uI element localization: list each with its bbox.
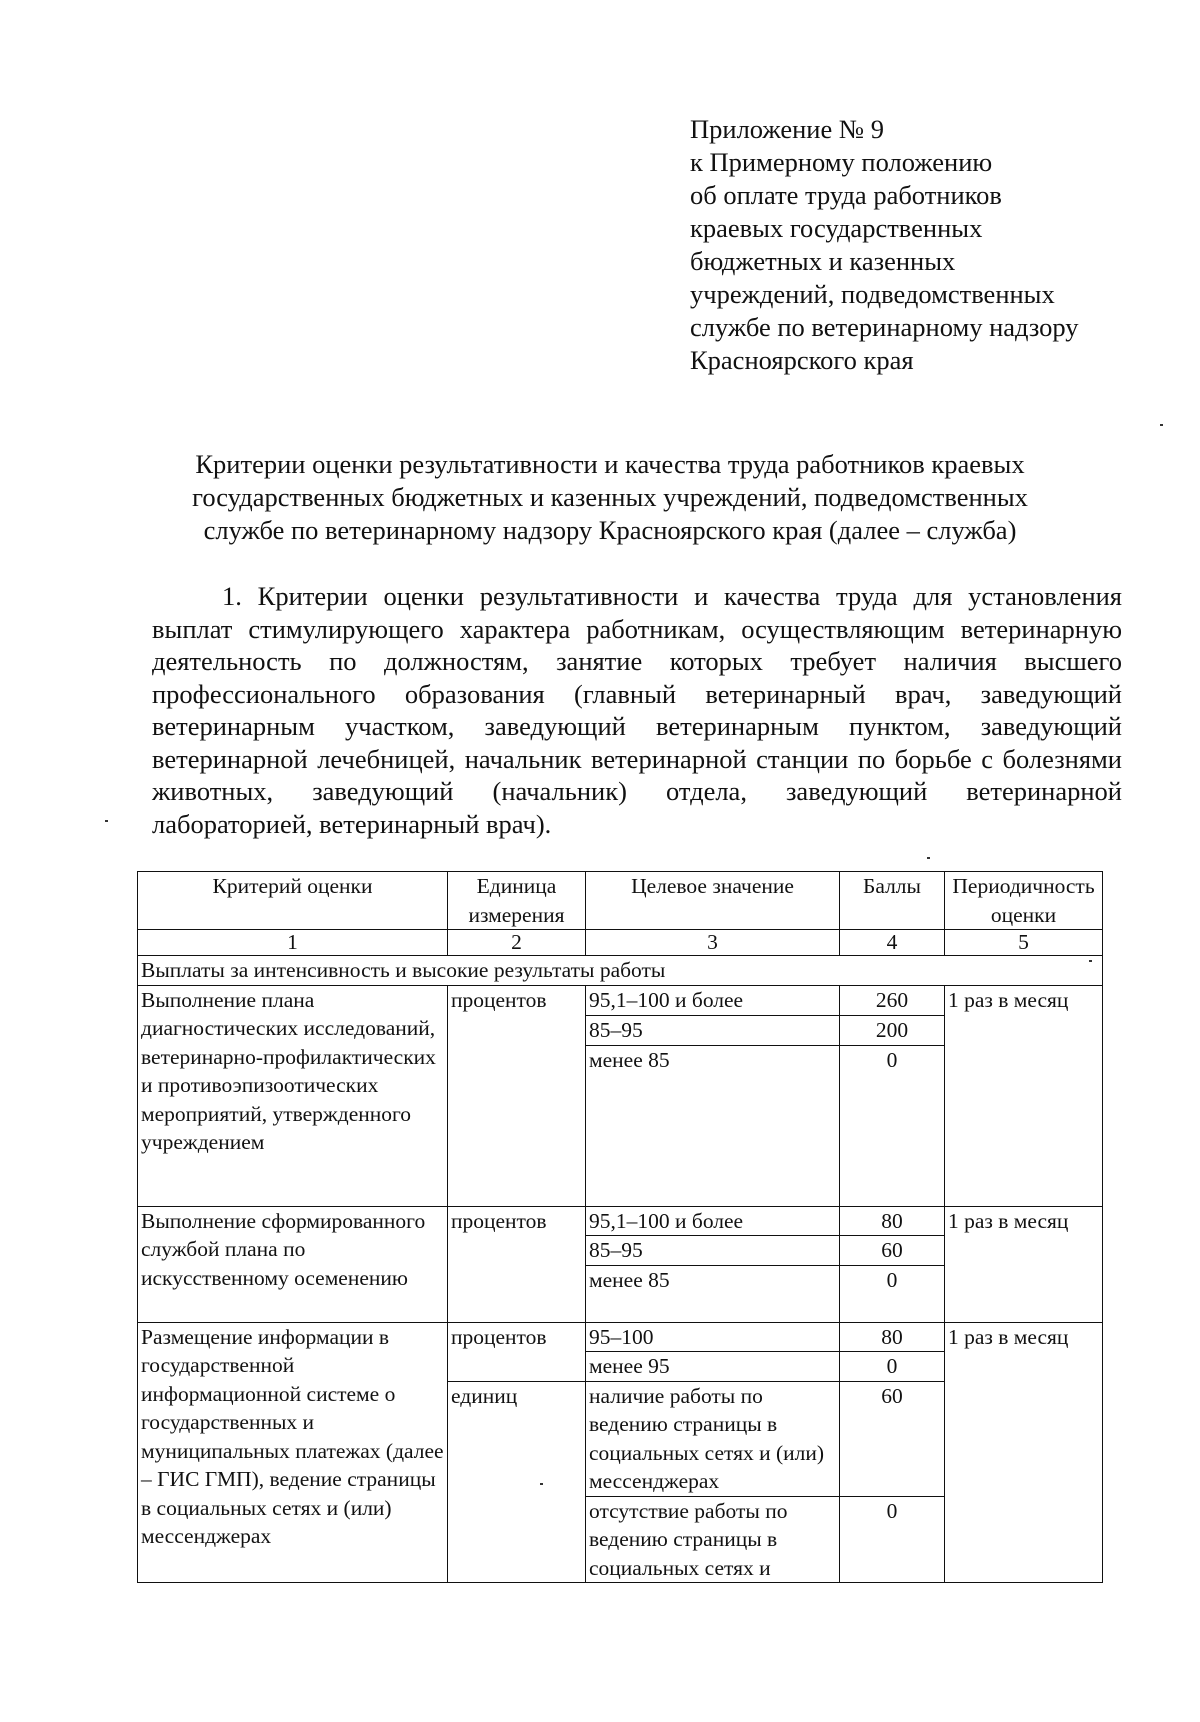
points-cell: 0: [840, 1265, 945, 1322]
period-cell: 1 раз в месяц: [945, 1322, 1103, 1583]
header-target: Целевое значение: [586, 872, 840, 930]
header-criterion: Критерий оценки: [138, 872, 448, 930]
criteria-table: [137, 871, 1103, 1583]
unit-cell: единиц: [448, 1381, 586, 1583]
points-cell: 80: [840, 1206, 945, 1236]
criterion-cell: Выполнение плана диагностических исследований, ветеринарно-профилактических и противоэпизоотических мероприятий, утвержденного учреждением: [138, 985, 448, 1206]
target-cell: менее 95: [586, 1352, 840, 1382]
column-number-row: [138, 930, 1103, 956]
annex-line: Приложение № 9: [690, 114, 885, 144]
title-line: государственных бюджетных и казенных учреждений, подведомственных: [192, 482, 1028, 512]
target-cell: менее 85: [586, 1265, 840, 1322]
points-cell: 0: [840, 1352, 945, 1382]
points-cell: 80: [840, 1322, 945, 1352]
target-cell: менее 85: [586, 1045, 840, 1206]
column-number: 4: [840, 930, 945, 956]
points-cell: 0: [840, 1045, 945, 1206]
points-cell: 200: [840, 1015, 945, 1045]
target-cell: 85–95: [586, 1015, 840, 1045]
header-period: Периодичность оценки: [945, 872, 1103, 930]
section-row: [138, 956, 1103, 986]
target-cell: 95,1–100 и более: [586, 1206, 840, 1236]
table-row: [138, 1322, 1103, 1352]
unit-cell: процентов: [448, 1322, 586, 1381]
criterion-cell: Размещение информации в государственной информационной системе о государственных и муниципальных платежах (далее – ГИС ГМП), ведение страницы в социальных сетях и (или) мессенджерах: [138, 1322, 448, 1583]
annex-line: краевых государственных: [690, 213, 983, 243]
header-unit: Единица измерения: [448, 872, 586, 930]
paragraph-1: 1. Критерии оценки результативности и качества труда для установления выплат стимулирующего характера работникам, осуществляющим ветеринарную деятельность по должностям, занятие которых требует наличия высшего профессионального образования (главный ветеринарный врач, заведующий ветеринарным участком, заведующий ветеринарным пунктом, заведующий ветеринарной лечебницей, начальник ветеринарной станции по борьбе с болезнями животных, заведующий (начальник) отдела, заведующий ветеринарной лабораторией, ветеринарный врач).: [152, 581, 1122, 839]
annex-line: Красноярского края: [690, 345, 914, 375]
criterion-cell: Выполнение сформированного службой плана по искусственному осеменению: [138, 1206, 448, 1322]
target-cell: 95,1–100 и более: [586, 985, 840, 1015]
table-row: [138, 1206, 1103, 1236]
section-title: Выплаты за интенсивность и высокие результаты работы: [138, 956, 1103, 986]
scan-speck: [927, 857, 930, 859]
unit-cell: процентов: [448, 1206, 586, 1322]
target-cell: 85–95: [586, 1236, 840, 1266]
annex-header: [690, 113, 1079, 377]
annex-line: к Примерному положению: [690, 147, 993, 177]
table-header-row: [138, 872, 1103, 930]
scan-speck: [540, 1483, 543, 1485]
column-number: 5: [945, 930, 1103, 956]
scan-speck: [1089, 960, 1092, 962]
annex-line: службе по ветеринарному надзору: [690, 312, 1079, 342]
title-line: службе по ветеринарному надзору Красноярского края (далее – служба): [203, 515, 1017, 545]
period-cell: 1 раз в месяц: [945, 1206, 1103, 1322]
annex-line: учреждений, подведомственных: [690, 279, 1055, 309]
period-cell: 1 раз в месяц: [945, 985, 1103, 1206]
annex-line: об оплате труда работников: [690, 180, 1002, 210]
target-cell: 95–100: [586, 1322, 840, 1352]
title-line: Критерии оценки результативности и качества труда работников краевых: [195, 449, 1025, 479]
target-cell: наличие работы по ведению страницы в социальных сетях и (или) мессенджерах: [586, 1381, 840, 1496]
document-title: [140, 448, 1080, 547]
annex-line: бюджетных и казенных: [690, 246, 956, 276]
points-cell: 260: [840, 985, 945, 1015]
header-points: Баллы: [840, 872, 945, 930]
column-number: 3: [586, 930, 840, 956]
column-number: 2: [448, 930, 586, 956]
points-cell: 60: [840, 1381, 945, 1496]
unit-cell: процентов: [448, 985, 586, 1206]
scan-speck: [1160, 424, 1163, 426]
column-number: 1: [138, 930, 448, 956]
target-cell: отсутствие работы по ведению страницы в социальных сетях и: [586, 1496, 840, 1583]
table-row: [138, 985, 1103, 1015]
scan-speck: [105, 820, 108, 822]
points-cell: 60: [840, 1236, 945, 1266]
points-cell: 0: [840, 1496, 945, 1583]
